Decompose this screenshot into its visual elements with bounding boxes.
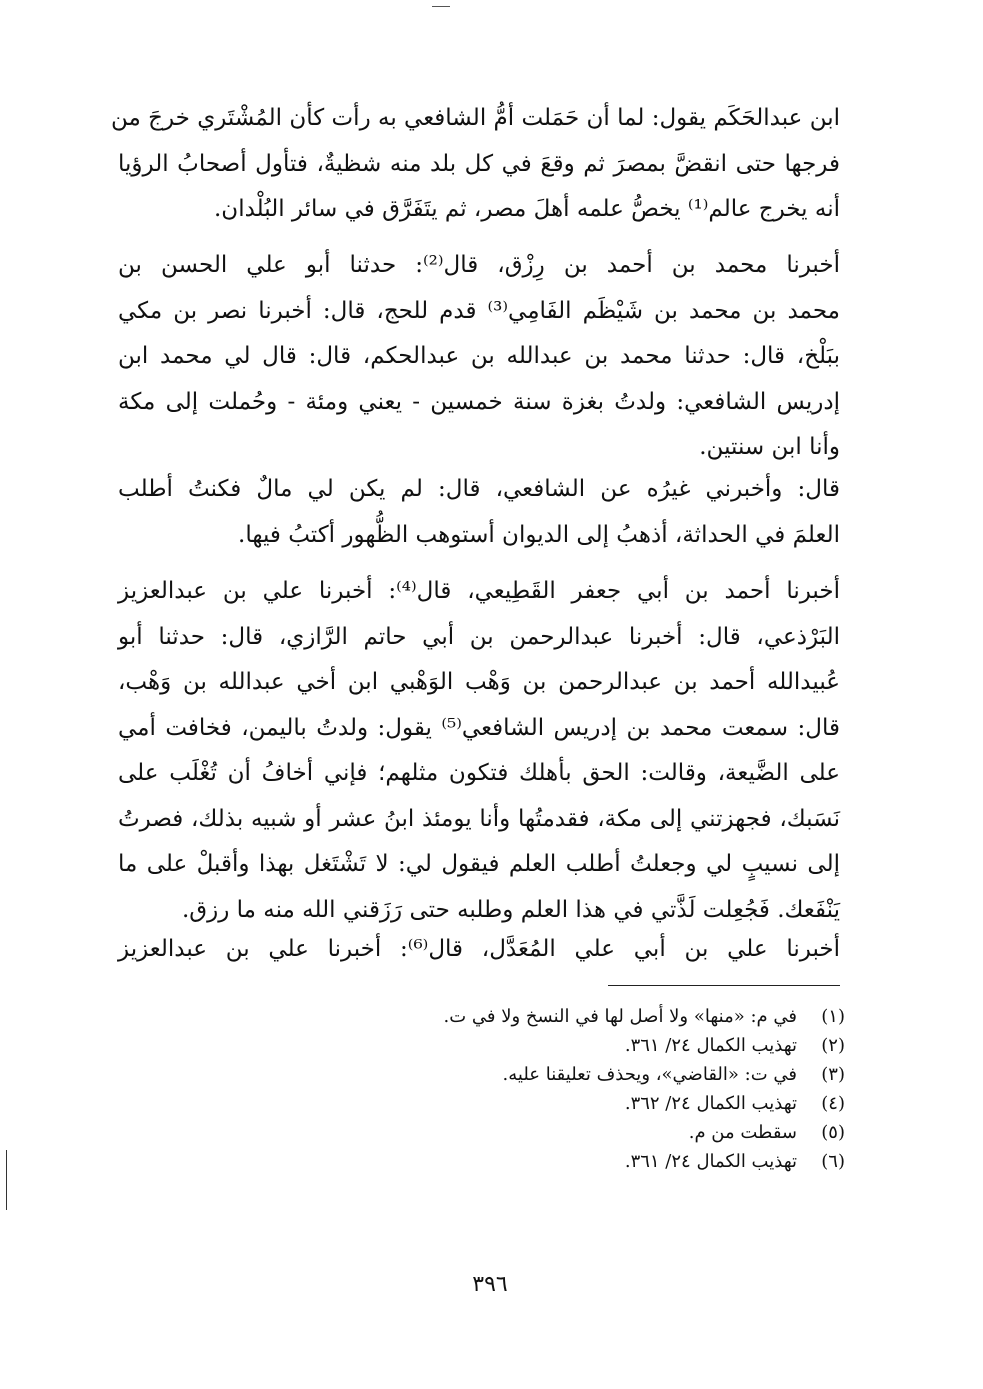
text-line: فرجها حتى انقضَّ بمصرَ ثم وقعَ في كل بلد منه شظيةٌ، فتأول أصحابُ الرؤيا [118, 150, 840, 177]
footnote-number: (١) [821, 1006, 845, 1027]
footnote [300, 1031, 845, 1060]
page-number: ٣٩٦ [472, 1272, 508, 1297]
left-scan-edge-mark [6, 1150, 7, 1210]
footnote-text: في م: «منها» ولا أصل لها في النسخ ولا في ت. [443, 1006, 797, 1027]
footnote [300, 1147, 845, 1176]
text-line: محمد بن محمد بن شَيْظَم الفَامِي⁽³⁾ قدم للحج، قال: أخبرنا نصر بن مكي [118, 297, 840, 324]
footnote-text: تهذيب الكمال ٢٤/ ٣٦١. [624, 1035, 797, 1056]
footnote-text: في ت: «القاضي»، ويحذف تعليقنا عليه. [502, 1064, 797, 1085]
text-line: أخبرنا أحمد بن أبي جعفر القَطِيعي، قال⁽⁴⁾: أخبرنا علي بن عبدالعزيز [118, 578, 840, 604]
footnotes [300, 1002, 845, 1176]
footnote-number: (٤) [821, 1093, 845, 1114]
paragraph-2 [118, 243, 840, 471]
footnote-number: (٦) [821, 1151, 845, 1172]
footnote-number: (٣) [821, 1064, 845, 1085]
footnote-number: (٢) [821, 1035, 845, 1056]
text-line: قال: وأخبرني غيرُه عن الشافعي، قال: لم يكن لي مالٌ فكنتُ أطلب [118, 476, 840, 502]
paragraph-5 [118, 927, 840, 973]
text-line: إلى نسيبٍ لي وجعلتُ أطلب العلم فيقول لي: لا تَشْتَغل بهذا وأقبلْ على ما [118, 851, 840, 877]
footnote-separator [608, 985, 840, 986]
text-line: العلمَ في الحداثة، أذهبُ إلى الديوان أستوهب الظُّهور أكتبُ فيها. [238, 521, 840, 548]
text-line: أخبرنا محمد بن أحمد بن رِزْق، قال⁽²⁾: حدثنا أبو علي الحسن بن [118, 252, 840, 278]
paragraph-1 [111, 96, 840, 233]
text-line: ابن عبدالحَكَم يقول: لما أن حَمَلت أمُّ الشافعي به رأت كأن المُشْتَري خرجَ من [111, 105, 840, 131]
text-line: البَرْذعي، قال: أخبرنا عبدالرحمن بن أبي حاتم الرَّازي، قال: حدثنا أبو [118, 623, 840, 650]
footnote-number: (٥) [821, 1122, 845, 1143]
text-line: ببَلْخ، قال: حدثنا محمد بن عبدالله بن عبدالحكم، قال: قال لي محمد ابن [118, 343, 840, 369]
top-scan-mark [432, 0, 450, 7]
footnote [300, 1089, 845, 1118]
paragraph-3 [118, 467, 840, 558]
footnote-text: سقطت من م. [688, 1122, 797, 1143]
footnote-text: تهذيب الكمال ٢٤/ ٣٦١. [624, 1151, 797, 1172]
text-line: على الضَّيعة، وقالت: الحق بأهلك فتكون مثلهم؛ فإني أخافُ أن تُغْلَب على [118, 760, 840, 786]
footnote [300, 1002, 845, 1031]
text-line: إدريس الشافعي: ولدتُ بغزة سنة خمسين - يعني ومئة - وحُملت إلى مكة [118, 388, 840, 415]
footnote [300, 1060, 845, 1089]
text-line: قال: سمعت محمد بن إدريس الشافعي⁽⁵⁾ يقول: ولدتُ باليمن، فخافت أمي [118, 714, 840, 741]
paragraph-4 [118, 569, 840, 933]
text-line: أنه يخرج عالم⁽¹⁾ يخصُّ علمه أهلَ مصر، ثم يتَفَرَّق في سائر البُلْدان. [214, 196, 840, 222]
text-line: نَسَبك، فجهزتني إلى مكة، فقدمتُها وأنا يومئذ ابنُ عشر أو شبيه بذلك، فصرتُ [118, 805, 840, 832]
text-line: وأنا ابن سنتين. [699, 434, 840, 460]
text-line: عُبيدالله أحمد بن عبدالرحمن بن وَهْب الوَهْبي ابن أخي عبدالله بن وَهْب، [118, 669, 840, 695]
footnote [300, 1118, 845, 1147]
text-line: يَنْفَعك. فَجُعِلت لَذَّتي في هذا العلم وطلبه حتى رَزَقني الله منه ما رزق. [181, 896, 840, 923]
text-line: أخبرنا علي بن أبي علي المُعَدَّل، قال⁽⁶⁾: أخبرنا علي بن عبدالعزيز [118, 936, 840, 962]
footnote-text: تهذيب الكمال ٢٤/ ٣٦٢. [624, 1093, 797, 1114]
